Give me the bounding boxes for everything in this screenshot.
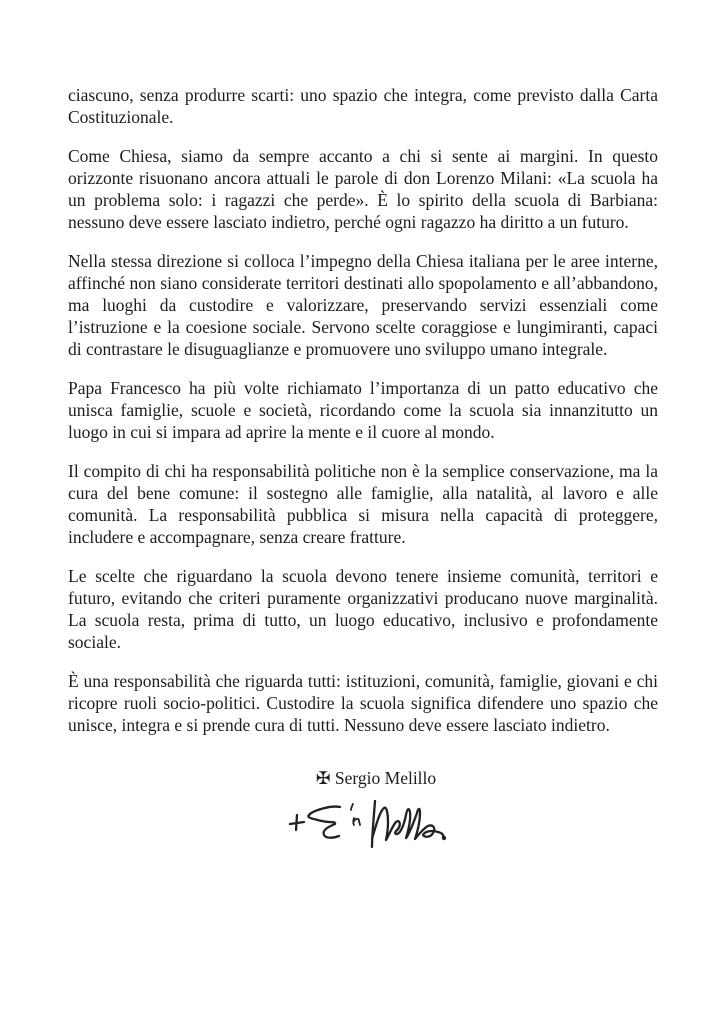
signature-initial-swirl xyxy=(308,807,340,838)
paragraph: Come Chiesa, siamo da sempre accanto a chi si sente ai margini. In questo orizzonte risuonano ancora attuali le parole di don Lorenzo Milani: «La scuola ha un problema solo: i ragazzi che perde». È lo spirito della scuola di Barbiana: nessuno deve essere lasciato indietro, perché ogni ragazzo ha diritto a un futuro. xyxy=(68,146,658,232)
paragraph: Nella stessa direzione si colloca l’impegno della Chiesa italiana per le aree interne, affinché non siano considerate territori destinati allo spopolamento e all’abbandono, ma luoghi da custodire e valorizzare, preservando servizi essenziali come l’istruzione e la coesione sociale. Servono scelte coraggiose e lungimiranti, capaci di contrastare le disuguaglianze e promuovere uno sviluppo umano integrale. xyxy=(68,251,658,359)
signature-surname-scrawl xyxy=(372,801,443,847)
handwritten-signature-image xyxy=(286,797,452,855)
paragraph: Papa Francesco ha più volte richiamato l’importanza di un patto educativo che unisca famiglie, scuole e società, ricordando come la scuola sia innanzitutto un luogo in cui si impara ad aprire la mente e il cuore al mondo. xyxy=(68,378,658,442)
signature-end-dot xyxy=(442,836,446,840)
signature-tick-mark xyxy=(351,804,353,810)
signature-cross-mark xyxy=(290,815,304,830)
paragraph: ciascuno, senza produrre scarti: uno spazio che integra, come previsto dalla Carta Costituzionale. xyxy=(68,85,658,127)
signature-small-n xyxy=(353,818,360,825)
paragraph: Le scelte che riguardano la scuola devono tenere insieme comunità, territori e futuro, evitando che criteri puramente organizzativi producano nuove marginalità. La scuola resta, prima di tutto, un luogo educativo, inclusivo e profondamente sociale. xyxy=(68,566,658,652)
signatory-name: ✠ Sergio Melillo xyxy=(315,768,437,788)
paragraph: Il compito di chi ha responsabilità politiche non è la semplice conservazione, ma la cura del bene comune: il sostegno alle famiglie, alla natalità, al lavoro e alle comunità. La responsabilità pubblica si misura nella capacità di proteggere, includere e accompagnare, senza creare fratture. xyxy=(68,461,658,547)
letter-body xyxy=(68,84,658,753)
paragraph: È una responsabilità che riguarda tutti: istituzioni, comunità, famiglie, giovani e chi ricopre ruoli socio-politici. Custodire la scuola significa difendere uno spazio che unisce, integra e si prende cura di tutti. Nessuno deve essere lasciato indietro. xyxy=(68,671,658,735)
